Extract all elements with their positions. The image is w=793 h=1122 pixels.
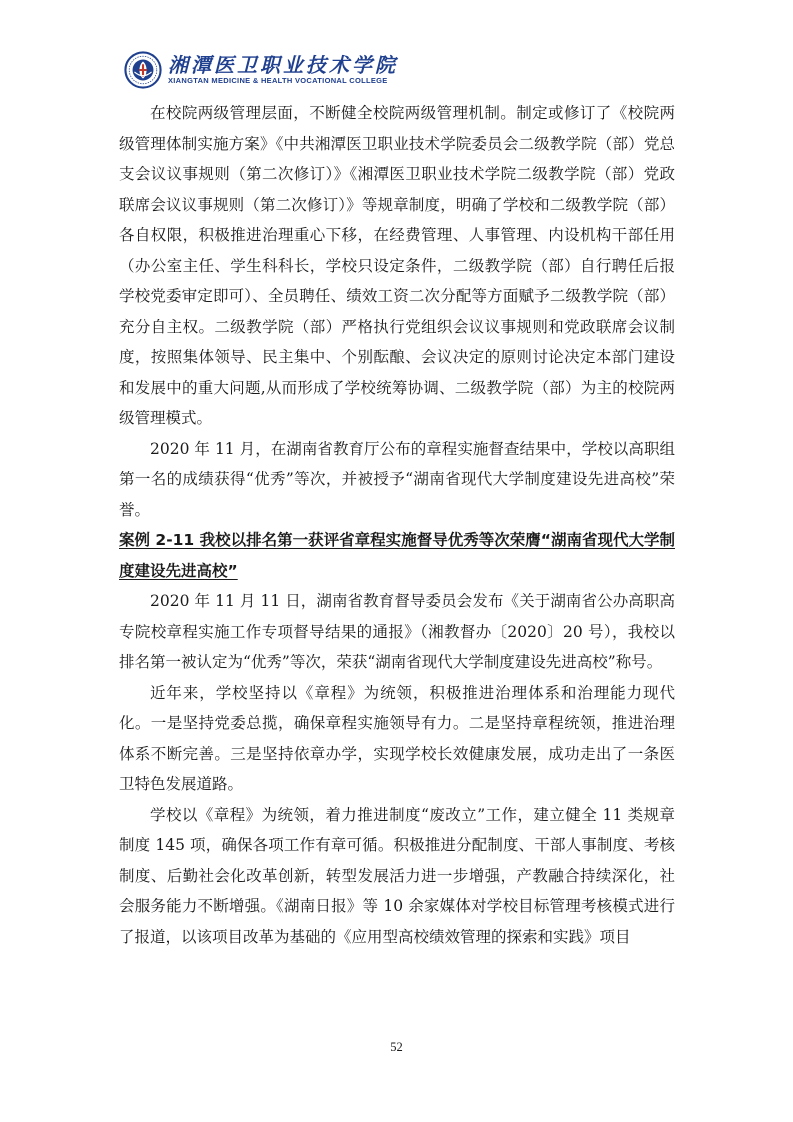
case-title: 案例 2-11 我校以排名第一获评省章程实施督导优秀等次荣膺“湖南省现代大学制度建设先进高校” [119,531,675,580]
paragraph-charter-result: 2020 年 11 月，在湖南省教育厅公布的章程实施督查结果中，学校以高职组第一名的成绩获得“优秀”等次，并被授予“湖南省现代大学制度建设先进高校”荣誉。 [119,439,675,519]
paragraph-governance: 近年来，学校坚持以《章程》为统领，积极推进治理体系和治理能力现代化。一是坚持党委总揽，确保章程实施领导有力。二是坚持章程统领，推进治理体系不断完善。三是坚持依章办学，实现学校长效健康发展，成功走出了一条医卫特色发展道路。 [119,683,675,793]
paragraph-case-announcement: 2020 年 11 月 11 日，湖南省教育督导委员会发布《关于湖南省公办高职高专院校章程实施工作专项督导结果的通报》（湘教督办〔2020〕20 号），我校以排名第一被认定为“优秀”等次，荣获“湖南省现代大学制度建设先进高校”称号。 [119,592,675,671]
college-emblem-icon [124,51,162,89]
document-body [119,98,675,952]
paragraph-management-mechanism: 在校院两级管理层面，不断健全校院两级管理机制。制定或修订了《校院两级管理体制实施方案》《中共湘潭医卫职业技术学院委员会二级教学院（部）党总支会议议事规则（第二次修订）》《湘潭医卫职业技术学院二级教学院（部）党政联席会议议事规则（第二次修订）》等规章制度，明确了学校和二级教学院（部）各自权限，积极推进治理重心下移，在经费管理、人事管理、内设机构干部任用（办公室主任、学生科科长，学校只设定条件，二级教学院（部）自行聘任后报学校党委审定即可）、全员聘任、绩效工资二次分配等方面赋予二级教学院（部）充分自主权。二级教学院（部）严格执行党组织会议议事规则和党政联席会议制度，按照集体领导、民主集中、个别酝酿、会议决定的原则讨论决定本部门建设和发展中的重大问题,从而形成了学校统筹协调、二级教学院（部）为主的校院两级管理模式。 [119,104,675,427]
college-name-en: XIANGTAN MEDICINE & HEALTH VOCATIONAL COLLEGE [168,76,388,85]
paragraph-regulations: 学校以《章程》为统领，着力推进制度“废改立”工作，建立健全 11 类规章制度 145 项，确保各项工作有章可循。积极推进分配制度、干部人事制度、考核制度、后勤社会化改革创新，转型发展活力进一步增强，产教融合持续深化，社会服务能力不断增强。《湖南日报》等 10 余家媒体对学校目标管理考核模式进行了报道，以该项目改革为基础的《应用型高校绩效管理的探索和实践》项目 [119,805,675,946]
page-number: 52 [390,1040,403,1054]
college-brand [168,54,398,86]
page-header [124,50,398,90]
college-name-cn: 湘潭医卫职业技术学院 [168,53,398,77]
